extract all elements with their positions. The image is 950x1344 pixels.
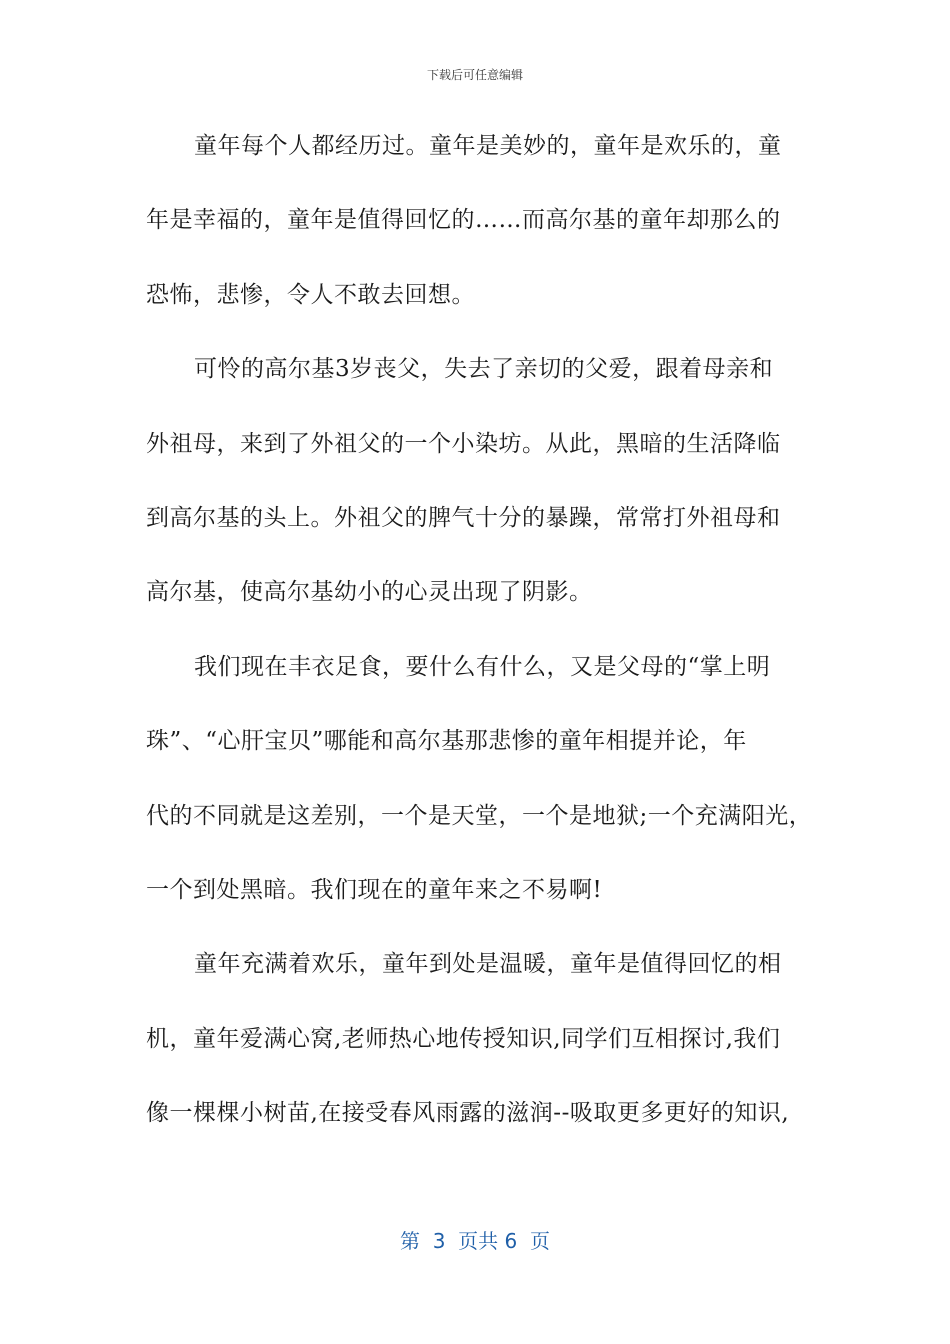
text-line: 到高尔基的头上。外祖父的脾气十分的暴躁，常常打外祖母和	[146, 504, 781, 531]
text-line: 机，童年爱满心窝,老师热心地传授知识,同学们互相探讨,我们	[146, 1025, 781, 1052]
text-line: 高尔基，使高尔基幼小的心灵出现了阴影。	[146, 579, 593, 606]
text-line: 一个到处黑暗。我们现在的童年来之不易啊!	[146, 876, 603, 903]
text-line: 童年充满着欢乐，童年到处是温暖，童年是值得回忆的相	[194, 951, 782, 978]
text-line: 外祖母，来到了外祖父的一个小染坊。从此，黑暗的生活降临	[146, 430, 781, 457]
text-line: 代的不同就是这差别，一个是天堂，一个是地狱;一个充满阳光，	[146, 802, 813, 829]
text-line: 童年每个人都经历过。童年是美妙的，童年是欢乐的，童	[194, 133, 782, 159]
page-number-footer: 第 3 页共 6 页	[400, 1229, 550, 1253]
text-line: 恐怖，悲惨，令人不敢去回想。	[146, 281, 475, 308]
text-line: 珠”、“心肝宝贝”哪能和高尔基那悲惨的童年相提并论，年	[146, 728, 747, 755]
text-line: 我们现在丰衣足食，要什么有什么，又是父母的“掌上明	[194, 653, 771, 680]
page-header: 下载后可任意编辑	[426, 68, 523, 82]
text-line: 可怜的高尔基3岁丧父，失去了亲切的父爱，跟着母亲和	[194, 356, 774, 383]
text-line: 年是幸福的，童年是值得回忆的……而高尔基的童年却那么的	[146, 207, 781, 234]
document-body	[146, 124, 818, 1165]
text-line: 像一棵棵小树苗,在接受春风雨露的滋润--吸取更多更好的知识,	[146, 1100, 790, 1127]
